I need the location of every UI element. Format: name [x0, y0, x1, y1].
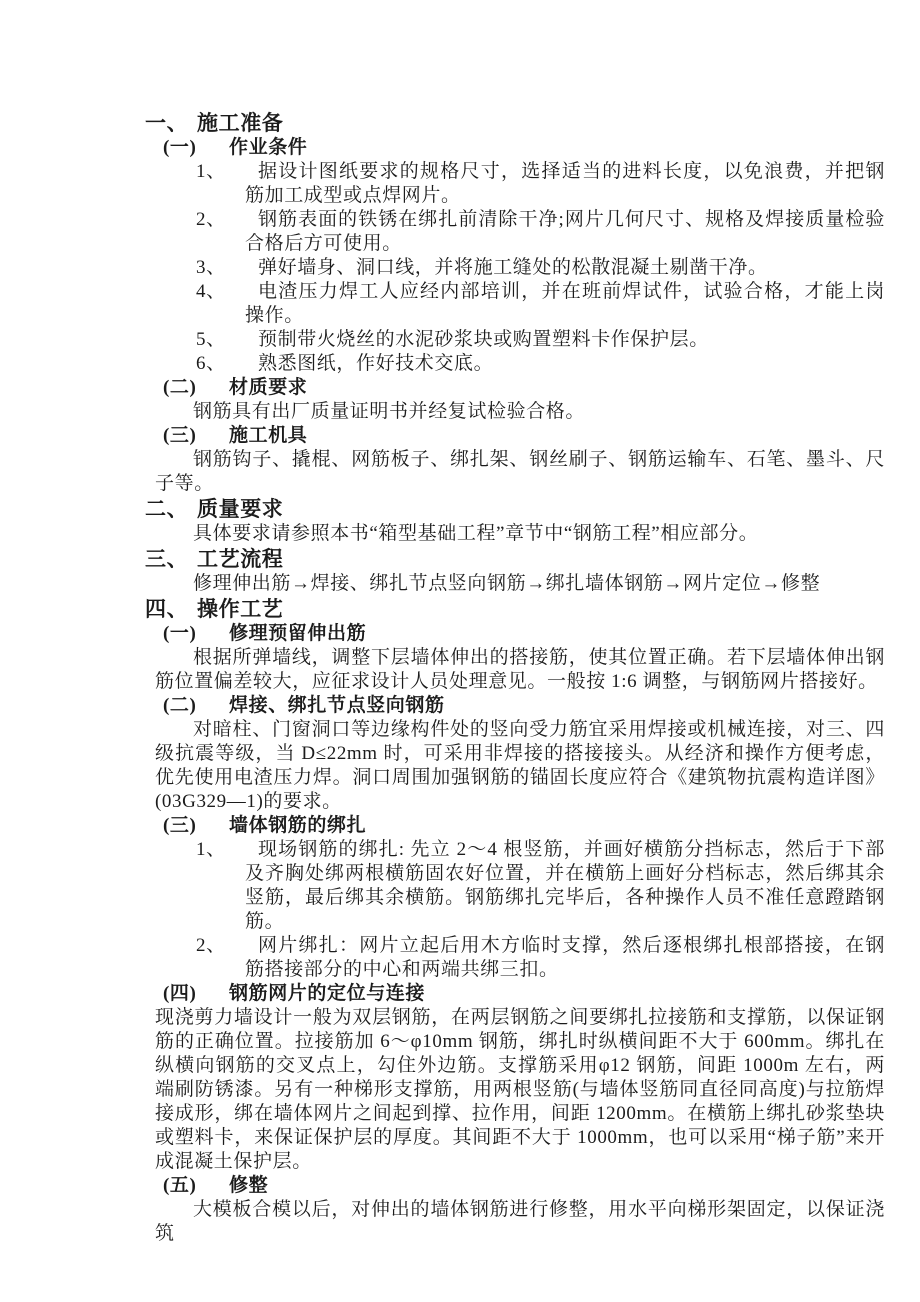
heading-number: (二) [163, 695, 197, 716]
paragraph [155, 400, 885, 424]
list-item [196, 838, 885, 934]
list-item [196, 160, 885, 208]
paragraph-flush [155, 1006, 885, 1174]
body-text: 现场钢筋的绑扎: 先立 2～4 根竖筋，并画好横筋分挡标志，然后于下部及齐胸处绑两根横筋固农好位置，并在横筋上画好分档标志，然后绑其余竖筋，最后绑其余横筋。钢筋绑扎完毕后，各种操作人员不准任意蹬踏钢筋。 [245, 839, 885, 932]
heading-text: 工艺流程 [197, 547, 284, 571]
heading-number: (四) [163, 983, 197, 1004]
section-heading [145, 546, 885, 572]
section-heading [145, 496, 885, 522]
list-item [196, 256, 885, 280]
body-text: 现浇剪力墙设计一般为双层钢筋，在两层钢筋之间要绑扎拉接筋和支撑筋，以保证钢筋的正确位置。拉接筋加 6～φ10mm 钢筋，绑扎时纵横间距不大于 600mm。绑扎在纵横向钢筋的交叉点上，勾住外边筋。支撑筋采用φ12 钢筋，间距 1000m 左右，两端刷防锈漆。另有一种梯形支撑筋，用两根竖筋(与墙体竖筋同直径同高度)与拉筋焊接成形，绑在墙体网片之间起到撑、拉作用，间距 1200mm。在横筋上绑扎砂浆垫块或塑料卡，来保证保护层的厚度。其间距不大于 1000mm，也可以采用“梯子筋”来开成混凝土保护层。 [155, 1007, 885, 1172]
section-heading [145, 596, 885, 622]
heading-text: 修理预留伸出筋 [229, 623, 367, 644]
heading-number: 二、 [145, 497, 189, 521]
subsection-heading [163, 424, 885, 448]
heading-number: (一) [163, 623, 197, 644]
body-text: 钢筋钩子、撬棍、网筋板子、绑扎架、钢丝刷子、钢筋运输车、石笔、墨斗、尺子等。 [155, 449, 885, 494]
heading-text: 操作工艺 [197, 597, 284, 621]
list-item [196, 934, 885, 982]
paragraph [155, 448, 885, 496]
document-content [145, 110, 885, 1246]
heading-text: 焊接、绑扎节点竖向钢筋 [229, 695, 445, 716]
body-text: 据设计图纸要求的规格尺寸，选择适当的进料长度，以免浪费，并把钢筋加工成型或点焊网片。 [245, 161, 885, 206]
paragraph [155, 1198, 885, 1246]
body-text: 网片绑扎：网片立起后用木方临时支撑，然后逐根绑扎根部搭接，在钢筋搭接部分的中心和两端共绑三扣。 [245, 935, 885, 980]
heading-number: (五) [163, 1175, 197, 1196]
subsection-heading [163, 622, 885, 646]
list-item [196, 208, 885, 256]
heading-number: (一) [163, 137, 197, 158]
list-item [196, 352, 885, 376]
heading-number: 一、 [145, 111, 189, 135]
heading-text: 材质要求 [229, 377, 308, 398]
subsection-heading [163, 1174, 885, 1198]
heading-text: 墙体钢筋的绑扎 [229, 815, 367, 836]
body-text: 大模板合模以后，对伸出的墙体钢筋进行修整，用水平向梯形架固定，以保证浇筑 [155, 1199, 885, 1244]
list-number: 2、 [196, 935, 226, 956]
subsection-heading [163, 814, 885, 838]
subsection-heading [163, 694, 885, 718]
body-text: 熟悉图纸，作好技术交底。 [258, 353, 494, 374]
list-number: 5、 [196, 329, 226, 350]
body-text: 电渣压力焊工人应经内部培训，并在班前焊试件，试验合格，才能上岗操作。 [245, 281, 885, 326]
heading-text: 钢筋网片的定位与连接 [229, 983, 426, 1004]
heading-number: (二) [163, 377, 197, 398]
body-text: 预制带火烧丝的水泥砂浆块或购置塑料卡作保护层。 [258, 329, 709, 350]
list-number: 1、 [196, 839, 226, 860]
heading-text: 质量要求 [197, 497, 284, 521]
heading-number: (三) [163, 425, 197, 446]
list-number: 3、 [196, 257, 226, 278]
heading-text: 施工准备 [197, 111, 284, 135]
body-text: 钢筋具有出厂质量证明书并经复试检验合格。 [193, 401, 586, 422]
body-text: 根据所弹墙线，调整下层墙体伸出的搭接筋，使其位置正确。若下层墙体伸出钢筋位置偏差较大，应征求设计人员处理意见。一般按 1:6 调整，与钢筋网片搭接好。 [155, 647, 885, 692]
list-number: 6、 [196, 353, 226, 374]
subsection-heading [163, 136, 885, 160]
section-heading [145, 110, 885, 136]
list-item [196, 280, 885, 328]
paragraph [155, 572, 885, 596]
paragraph [155, 522, 885, 546]
body-text: 修理伸出筋→焊接、绑扎节点竖向钢筋→绑扎墙体钢筋→网片定位→修整 [193, 573, 821, 594]
list-item [196, 328, 885, 352]
heading-text: 作业条件 [229, 137, 308, 158]
list-number: 2、 [196, 209, 226, 230]
heading-text: 施工机具 [229, 425, 308, 446]
list-number: 1、 [196, 161, 226, 182]
subsection-heading [163, 376, 885, 400]
paragraph [155, 646, 885, 694]
subsection-heading [163, 982, 885, 1006]
body-text: 具体要求请参照本书“箱型基础工程”章节中“钢筋工程”相应部分。 [193, 523, 759, 544]
body-text: 弹好墙身、洞口线，并将施工缝处的松散混凝土剔凿干净。 [258, 257, 768, 278]
heading-number: 三、 [145, 547, 189, 571]
body-text: 对暗柱、门窗洞口等边缘构件处的竖向受力筋宜采用焊接或机械连接，对三、四级抗震等级，当 D≤22mm 时，可采用非焊接的搭接接头。从经济和操作方便考虑，优先使用电渣压力焊。洞口周围加强钢筋的锚固长度应符合《建筑物抗震构造详图》(03G329—1)的要求。 [155, 719, 885, 812]
heading-number: (三) [163, 815, 197, 836]
body-text: 钢筋表面的铁锈在绑扎前清除干净;网片几何尺寸、规格及焊接质量检验合格后方可使用。 [245, 209, 885, 254]
heading-number: 四、 [145, 597, 189, 621]
paragraph [155, 718, 885, 814]
heading-text: 修整 [229, 1175, 269, 1196]
list-number: 4、 [196, 281, 226, 302]
